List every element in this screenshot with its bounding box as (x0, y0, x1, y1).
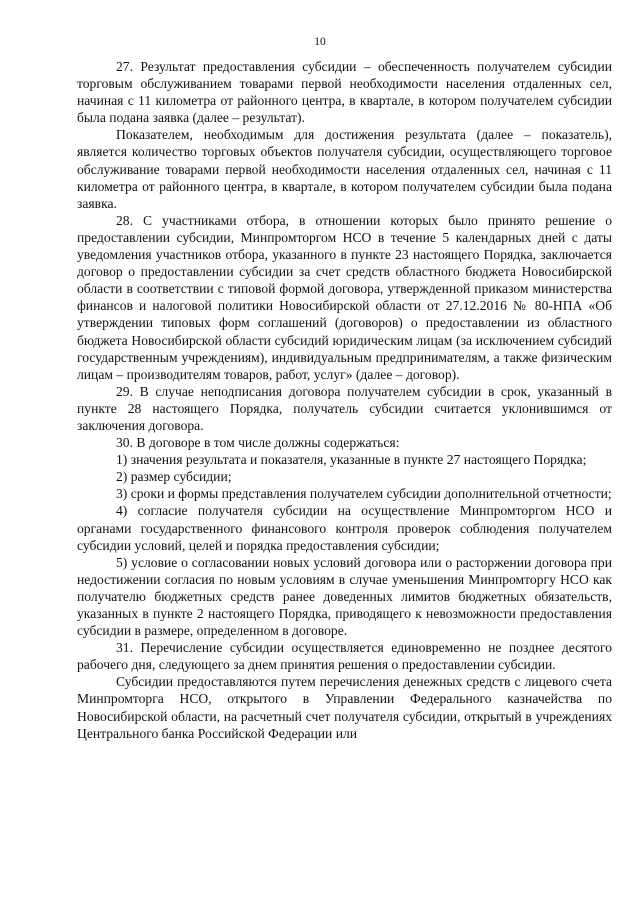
page-number: 10 (314, 36, 326, 48)
list-item-2: 2) размер субсидии; (116, 469, 232, 485)
list-item-3: 3) сроки и формы представления получателем субсидии дополнительной отчетности; (116, 486, 612, 502)
list-item-4: 4) согласие получателя субсидии на осуществление Минпромторгом НСО и органами государственного финансового контроля проверок соблюдения получателем субсидии условий, целей и порядка предоставления субсидии; (77, 503, 612, 553)
document-body (77, 58, 612, 742)
paragraph-27-result: 27. Результат предоставления субсидии – обеспеченность получателем субсидии торговым обслуживанием товарами первой необходимости населения отдаленных сел, начиная с 11 километра от районного центра, в квартале, в котором получателем субсидии была подана заявка (далее – результат). (77, 59, 612, 126)
paragraph-30-contents: 30. В договоре в том числе должны содержаться: (116, 435, 400, 451)
paragraph-31-transfer: 31. Перечисление субсидии осуществляется единовременно не позднее десятого рабочего дня, следующего за днем принятия решения о предоставлении субсидии. (77, 640, 612, 673)
list-item-5: 5) условие о согласовании новых условий договора или о расторжении договора при недостижении согласия по новым условиям в случае уменьшения Минпромторгу НСО как получателю бюджетных средств ранее доведенных лимитов бюджетных обязательств, указанных в пункте 2 настоящего Порядка, приводящего к невозможности предоставления субсидии в размере, определенном в договоре. (77, 554, 612, 639)
list-item-1: 1) значения результата и показателя, указанные в пункте 27 настоящего Порядка; (116, 452, 587, 468)
paragraph-subsidy-payment: Субсидии предоставляются путем перечисления денежных средств с лицевого счета Минпромторга НСО, открытого в Управлении Федерального казначейства по Новосибирской области, на расчетный счет получателя субсидии, открытый в учреждениях Центрального банка Российской Федерации или (77, 674, 612, 741)
paragraph-28-agreement: 28. С участниками отбора, в отношении которых было принято решение о предоставлении субсидии, Минпромторгом НСО в течение 5 календарных дней с даты уведомления участников отбора, указанного в пункте 23 настоящего Порядка, заключается договор о предоставлении субсидии за счет средств областного бюджета Новосибирской области в соответствии с типовой формой договора, утвержденной приказом министерства финансов и налоговой политики Новосибирской области от 27.12.2016 № 80-НПА «Об утверждении типовых форм соглашений (договоров) о предоставлении из областного бюджета Новосибирской области субсидий юридическим лицам (за исключением субсидий государственным учреждениям), индивидуальным предпринимателям, а также физическим лицам – производителям товаров, работ, услуг» (далее – договор). (77, 212, 612, 382)
paragraph-indicator: Показателем, необходимым для достижения результата (далее – показатель), является количество торговых объектов получателя субсидии, осуществляющего торговое обслуживание товарами первой необходимости населения отдаленных сел, начиная с 11 километра от районного центра, в квартале, в котором получателем субсидии была подана заявка. (77, 127, 612, 211)
paragraph-29-non-signing: 29. В случае неподписания договора получателем субсидии в срок, указанный в пункте 28 настоящего Порядка, получатель субсидии считается уклонившимся от заключения договора. (77, 383, 612, 433)
